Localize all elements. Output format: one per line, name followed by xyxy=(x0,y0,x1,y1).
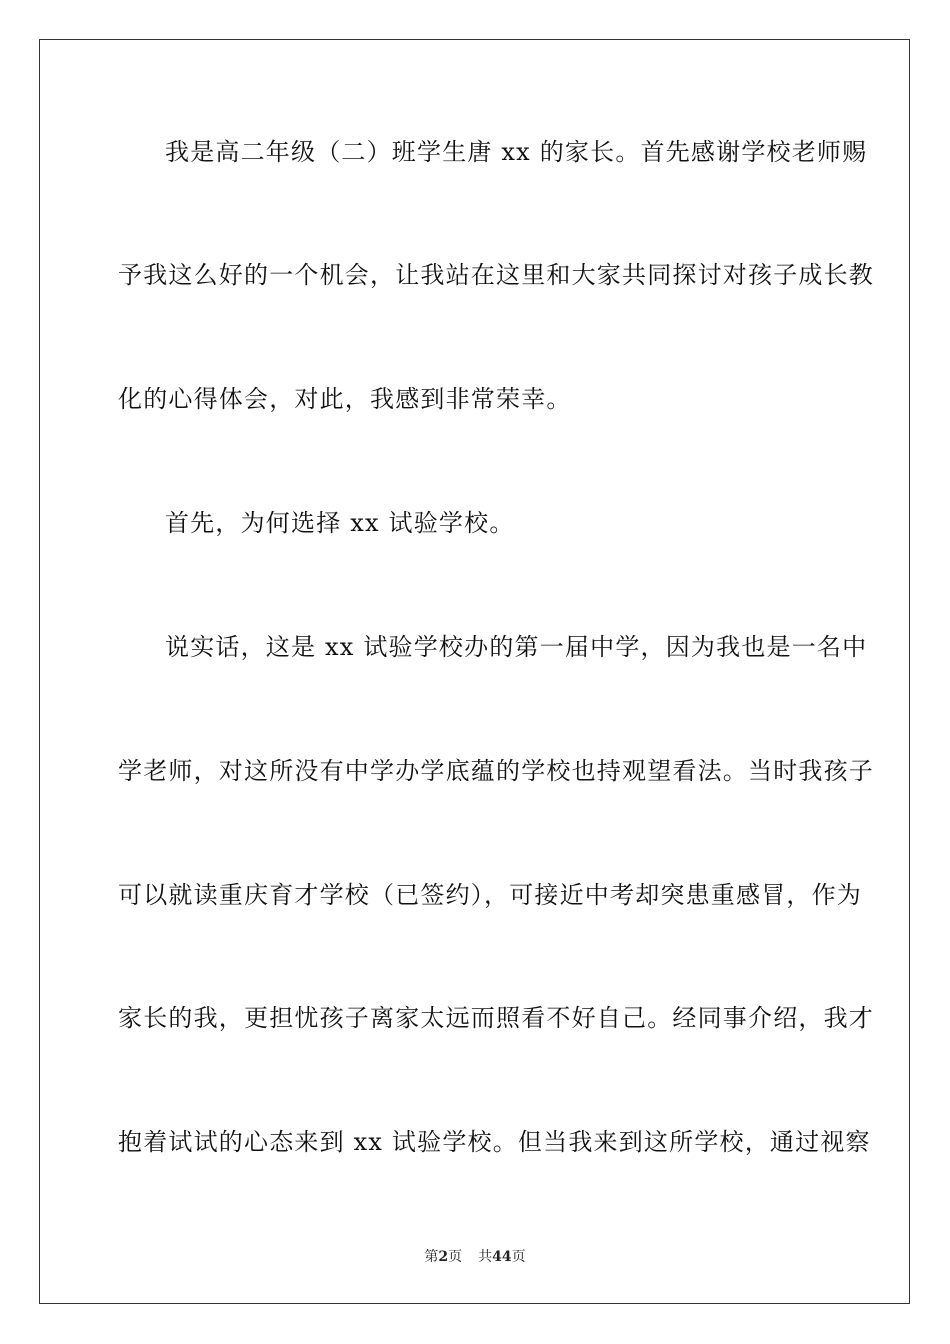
paragraph-line: 我是高二年级（二）班学生唐 xx 的家长。首先感谢学校老师赐 xyxy=(165,138,868,166)
paragraph-line: 学老师，对这所没有中学办学底蕴的学校也持观望看法。当时我孩子 xyxy=(118,757,874,785)
page-prefix: 第 xyxy=(424,1249,439,1265)
paragraph-line: 首先，为何选择 xx 试验学校。 xyxy=(165,509,515,537)
page-number: 2 xyxy=(438,1249,449,1265)
paragraph-line: 抱着试试的心态来到 xx 试验学校。但当我来到这所学校，通过视察 xyxy=(118,1128,871,1156)
paragraph-line: 说实话，这是 xx 试验学校办的第一届中学，因为我也是一名中 xyxy=(165,633,868,661)
total-pages: 44 xyxy=(492,1249,512,1265)
paragraph-line: 可以就读重庆育才学校（已签约），可接近中考却突患重感冒，作为 xyxy=(118,881,862,909)
page-suffix: 页 xyxy=(448,1249,463,1265)
paragraph-line: 予我这么好的一个机会，让我站在这里和大家共同探讨对孩子成长教 xyxy=(118,261,874,289)
total-suffix: 页 xyxy=(511,1249,526,1265)
paragraph-line: 家长的我，更担忧孩子离家太远而照看不好自己。经同事介绍，我才 xyxy=(118,1004,874,1032)
page-border xyxy=(39,39,910,1304)
page-footer xyxy=(0,1248,950,1266)
paragraph-line: 化的心得体会，对此，我感到非常荣幸。 xyxy=(118,385,572,413)
total-prefix: 共 xyxy=(478,1249,493,1265)
